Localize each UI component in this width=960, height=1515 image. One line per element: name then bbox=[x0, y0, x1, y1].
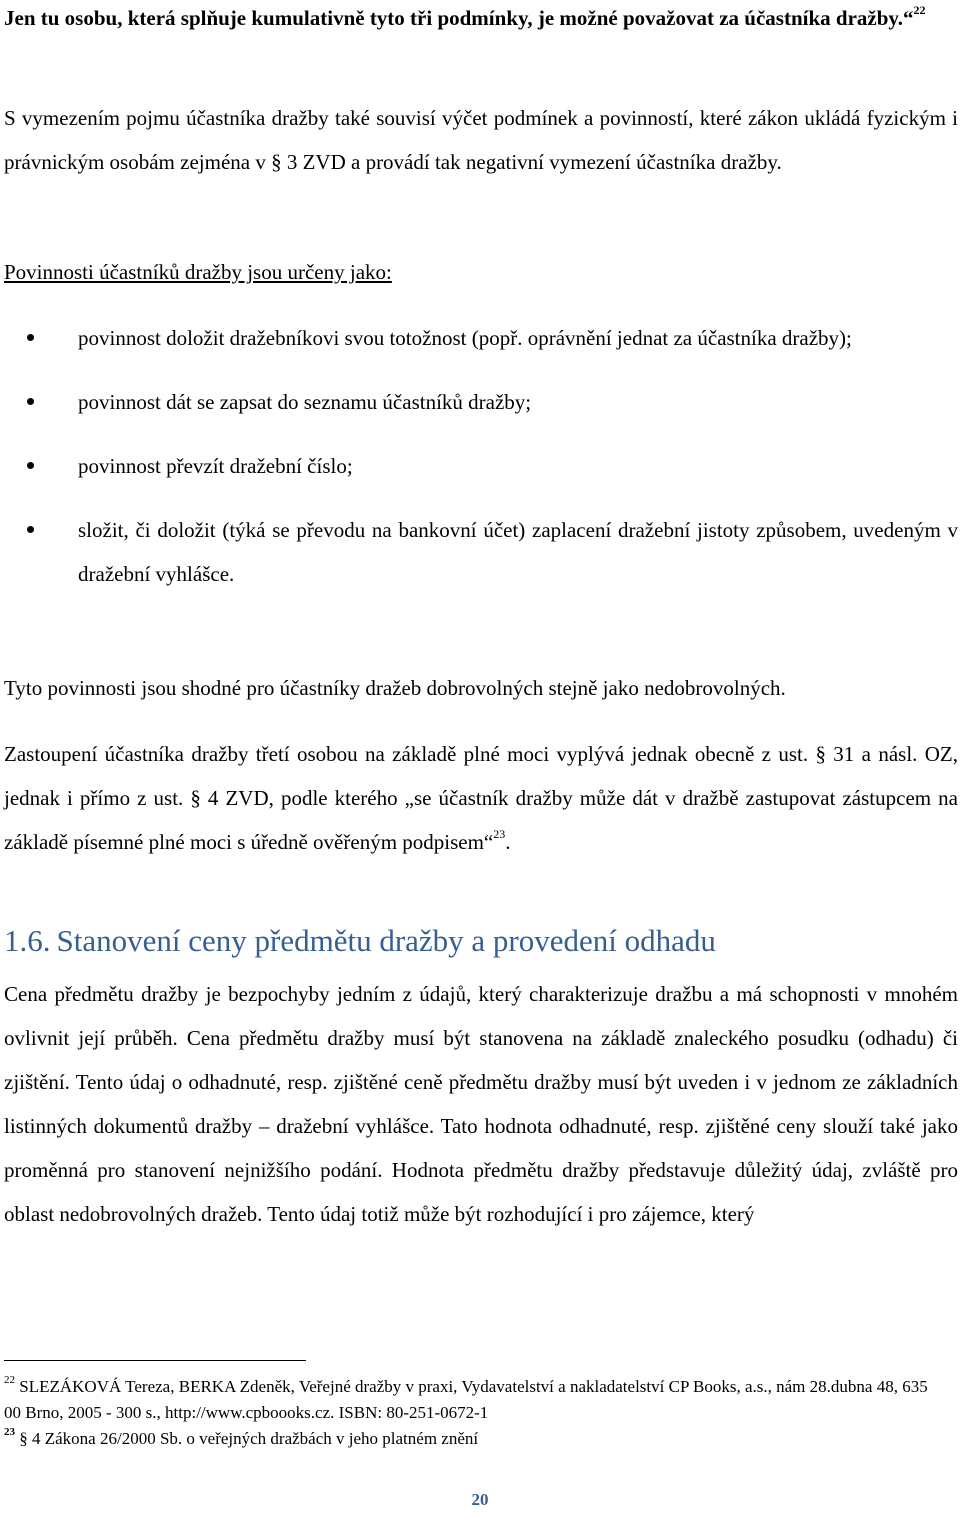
list-item-text: povinnost dát se zapsat do seznamu účastníků dražby; bbox=[78, 390, 532, 414]
intro-text: Jen tu osobu, která splňuje kumulativně tyto tři podmínky, je možné považovat za účastníka dražby.“ bbox=[4, 6, 914, 30]
footnote-23 bbox=[4, 1426, 944, 1452]
bullet-icon bbox=[27, 526, 34, 533]
obligations-heading: Povinnosti účastníků dražby jsou určeny jako: bbox=[4, 260, 392, 284]
footnote-number: 22 bbox=[4, 1374, 15, 1387]
section-number: 1.6. bbox=[4, 923, 51, 958]
list-item-text: složit, či doložit (týká se převodu na bankovní účet) zaplacení dražební jistoty způsobem, uvedeným v dražební vyhlášce. bbox=[78, 518, 958, 586]
list-item bbox=[0, 316, 958, 360]
footnote-22 bbox=[4, 1374, 944, 1426]
bullet-icon bbox=[27, 334, 34, 341]
list-item-text: povinnost převzít dražební číslo; bbox=[78, 454, 353, 478]
footnote-ref-22[interactable]: 22 bbox=[913, 3, 926, 17]
paragraph-participant-conditions: S vymezením pojmu účastníka dražby také souvisí výčet podmínek a povinností, které zákon ukládá fyzickým i právnickým osobám zejména v § 3 ZVD a provádí tak negativní vymezení účastníka dražby. bbox=[4, 106, 958, 174]
paragraph-same-obligations: Tyto povinnosti jsou shodné pro účastníky dražeb dobrovolných stejně jako nedobrovolných. bbox=[4, 676, 786, 700]
paragraph-price-valuation: Cena předmětu dražby je bezpochyby jedním z údajů, který charakterizuje dražbu a má schopnosti v mnohém ovlivnit její průběh. Cena předmětu dražby musí být stanovena na základě znaleckého posudku (odhadu) či zjištění. Tento údaj o odhadnuté, resp. zjištěné ceně předmětu dražby musí být uveden i v jednom ze základních listinných dokumentů dražby – dražební vyhlášce. Tato hodnota odhadnuté, resp. zjištěné ceny slouží také jako proměnná pro stanovení nejnižšího podání. Hodnota předmětu dražby představuje důležitý údaj, zvláště pro oblast nedobrovolných dražeb. Tento údaj totiž může být rozhodující i pro zájemce, který bbox=[4, 982, 958, 1226]
section-title: Stanovení ceny předmětu dražby a provedení odhadu bbox=[56, 923, 716, 958]
list-item bbox=[0, 508, 958, 596]
obligations-list bbox=[0, 316, 958, 596]
bullet-icon bbox=[27, 398, 34, 405]
representation-text: Zastoupení účastníka dražby třetí osobou na základě plné moci vyplývá jednak obecně z ust. § 31 a násl. OZ, jednak i přímo z ust. § 4 ZVD, podle kterého „se účastník dražby může dát v dražbě zastupovat zástupcem na základě písemné plné moci s úředně ověřeným podpisem“ bbox=[4, 742, 958, 854]
bullet-icon bbox=[27, 462, 34, 469]
representation-end: . bbox=[505, 830, 511, 854]
paragraph-representation bbox=[4, 732, 958, 864]
page-number: 20 bbox=[471, 1490, 489, 1509]
footnotes bbox=[4, 1374, 944, 1452]
list-item bbox=[0, 444, 958, 488]
footnote-separator bbox=[4, 1360, 306, 1361]
footnote-text: SLEZÁKOVÁ Tereza, BERKA Zdeněk, Veřejné dražby v praxi, Vydavatelství a nakladatelství CP Books, a.s., nám 28.dubna 48, 635 00 Brno, 2005 - 300 s., http://www.cpboooks.cz. ISBN: 80-251-0672-1 bbox=[4, 1377, 928, 1422]
footnote-text: § 4 Zákona 26/2000 Sb. o veřejných dražbách v jeho platném znění bbox=[19, 1429, 479, 1448]
intro-paragraph bbox=[4, 0, 958, 40]
list-item-text: povinnost doložit dražebníkovi svou totožnost (popř. oprávnění jednat za účastníka dražby); bbox=[78, 326, 852, 350]
footnote-ref-23[interactable]: 23 bbox=[493, 827, 506, 841]
footnote-number: 23 bbox=[4, 1426, 15, 1439]
list-item bbox=[0, 380, 958, 424]
section-heading bbox=[4, 918, 716, 964]
